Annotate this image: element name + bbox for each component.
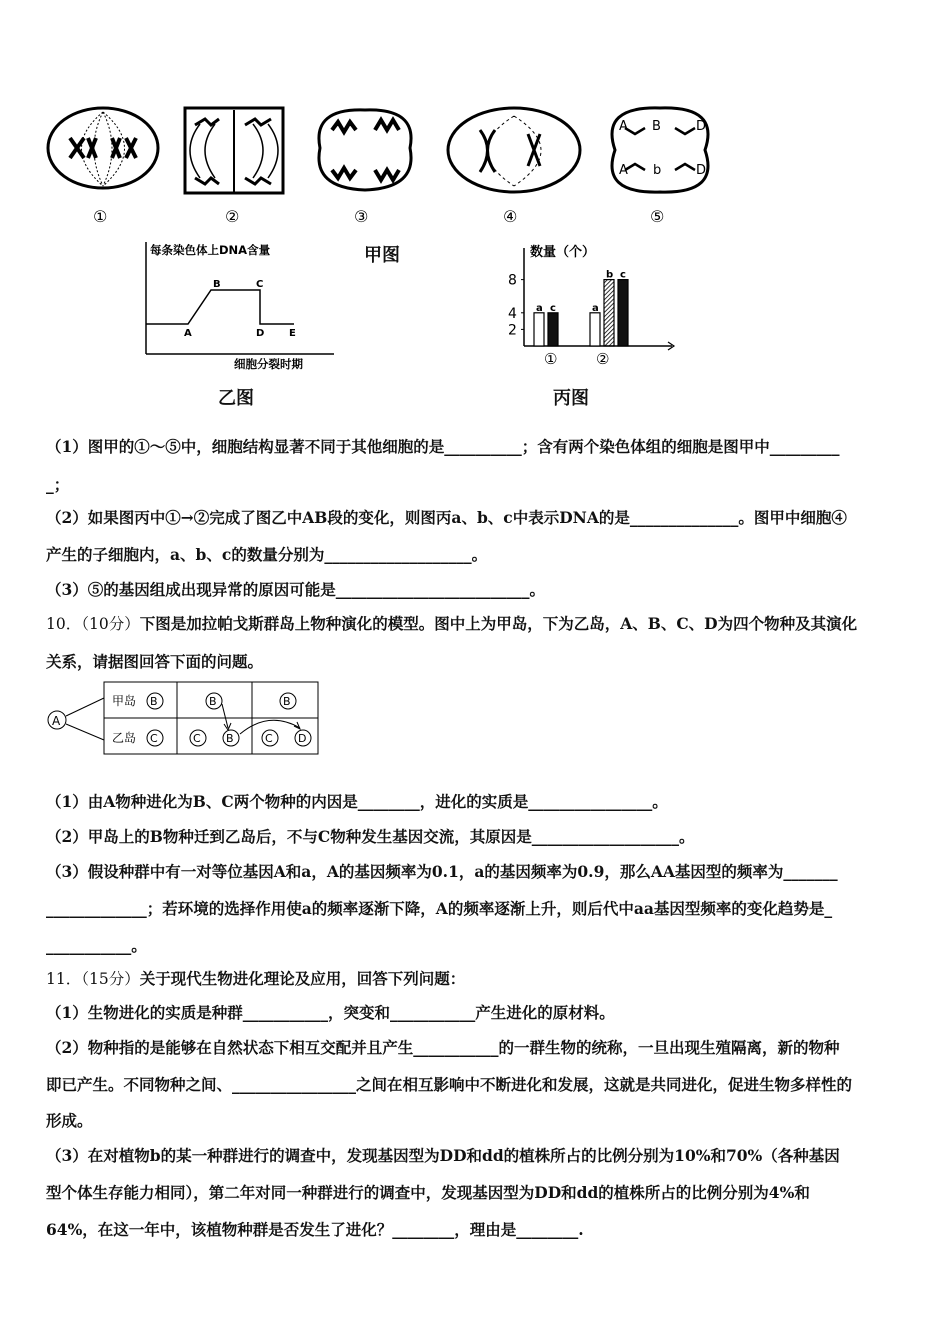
q10-sub-1: （1）由A物种进化为B、C两个物种的内因是________，进化的实质是________________。 [46,792,668,811]
figure-jia-cells [40,100,730,230]
figure-yi-point-a: A [184,328,192,339]
cell5-gene-2: B [652,119,661,134]
q10-island-diagram [44,680,324,760]
figure-yi-graph [138,238,338,373]
q9-line-3: 产生的子细胞内，a、b、c的数量分别为___________________。 [46,545,488,564]
q10-bottom-3: B [226,732,234,745]
q10-stem: 下图是加拉帕戈斯群岛上物种演化的模型。图中上为甲岛，下为乙岛，A、B、C、D为四个物种及其演化 [139,614,858,633]
figure-yi-xlabel: 细胞分裂时期 [234,357,303,371]
q11-sub-3b: 型个体生存能力相同），第二年对同一种群进行的调查中，发现基因型为DD和dd的植株所占的比例分别为4%和 [46,1183,810,1202]
cell5-gene-6: D [696,163,707,178]
figure-yi-point-b: B [213,279,221,290]
q10-island-jia: 甲岛 [112,694,137,708]
cell5-gene-3: D [696,119,707,134]
q11-sub-2c: 形成。 [46,1111,93,1130]
bar-c-group-1 [548,313,558,346]
q10-top-3: B [283,695,291,708]
cell-label-2: ② [225,207,240,226]
cell-5 [612,108,708,192]
q9-line-1: （1）图甲的①～⑤中，细胞结构显著不同于其他细胞的是__________；含有两个染色体组的细胞是图甲中_________ [46,437,840,456]
bar-label-a-group-2: a [592,302,599,314]
q10-number: 10．（10分） [46,615,140,633]
q10-bottom-2: C [193,732,201,745]
bar-a-group-2 [590,313,600,346]
figure-bing-cat-1: ① [544,350,558,368]
q10-bottom-5: D [298,732,307,745]
cell-2 [185,108,283,193]
cell-label-5: ⑤ [650,207,665,226]
figure-yi-point-d: D [256,328,265,339]
cell-label-4: ④ [503,207,518,226]
bar-label-c-group-1: c [550,302,556,314]
cell-4 [448,108,580,192]
q10-top-1: B [150,695,158,708]
cell5-gene-1: A [619,119,628,134]
q10-sub-2: （2）甲岛上的B物种迁到乙岛后，不与C物种发生基因交流，其原因是___________________。 [46,827,695,846]
figure-yi-point-e: E [289,328,296,339]
cell5-gene-4: A [619,163,628,178]
y-tick-8: 8 [508,272,517,289]
q10-top-2: B [209,695,217,708]
q9-line-2: （2）如果图丙中①→②完成了图乙中AB段的变化，则图丙a、b、c中表示DNA的是______________。图甲中细胞④ [46,508,847,527]
q10-sub-3c: ___________。 [46,936,147,955]
y-tick-4: 4 [508,305,517,322]
q11-sub-2: （2）物种指的是能够在自然状态下相互交配并且产生___________的一群生物的统称，一旦出现生殖隔离，新的物种 [46,1038,840,1057]
q10-species-a: A [52,714,61,728]
figure-jia-title: 甲图 [364,245,400,266]
q11-line-1 [46,969,916,989]
figure-yi-ylabel: 每条染色体上DNA含量 [150,243,271,257]
figure-bing-chart [500,238,690,373]
bar-label-c-group-2: c [620,269,626,281]
figure-bing-ylabel: 数量（个） [530,245,596,260]
cell-3 [319,110,411,190]
q11-number: 11．（15分） [46,970,140,988]
figure-bing-title: 丙图 [553,388,589,409]
q11-sub-3: （3）在对植物b的某一种群进行的调查中，发现基因型为DD和dd的植株所占的比例分别为10%和70%（各种基因 [46,1146,840,1165]
bar-label-a-group-1: a [536,302,543,314]
q9-line-4: （3）⑤的基因组成出现异常的原因可能是_________________________。 [46,580,546,599]
cell-1 [48,108,158,188]
q10-line-2: 关系，请据图回答下面的问题。 [46,652,264,671]
q10-sub-3: （3）假设种群中有一对等位基因A和a，A的基因频率为0.1，a的基因频率为0.9，那么AA基因型的频率为_______ [46,862,838,881]
q10-line-1 [46,614,916,634]
q11-sub-1: （1）生物进化的实质是种群___________，突变和___________产生进化的原材料。 [46,1003,615,1022]
q11-sub-2b: 即已产生。不同物种之间、________________之间在相互影响中不断进化和发展，这就是共同进化，促进生物多样性的 [46,1075,853,1094]
q11-stem: 关于现代生物进化理论及应用，回答下列问题： [139,969,466,988]
cell-label-3: ③ [354,207,369,226]
figure-yi-point-c: C [256,279,264,290]
figure-bing-cat-2: ② [596,350,610,368]
q9-line-1b: _； [46,475,70,494]
bar-a-group-1 [534,313,544,346]
figure-yi-title: 乙图 [218,388,254,409]
q10-sub-3b: _____________；若环境的选择作用使a的频率逐渐下降，A的频率逐渐上升，则后代中aa基因型频率的变化趋势是_ [46,899,833,918]
bar-b-group-2 [604,280,614,346]
q10-bottom-1: C [150,732,158,745]
q10-bottom-4: C [265,732,273,745]
q11-sub-3c: 64%，在这一年中，该植物种群是否发生了进化？________，理由是________. [46,1220,584,1239]
cell5-gene-5: b [653,163,662,178]
bar-c-group-2 [618,280,628,346]
bar-label-b-group-2: b [606,269,614,281]
cell-label-1: ① [93,207,108,226]
q10-island-yi: 乙岛 [112,731,137,745]
y-tick-2: 2 [508,322,517,339]
